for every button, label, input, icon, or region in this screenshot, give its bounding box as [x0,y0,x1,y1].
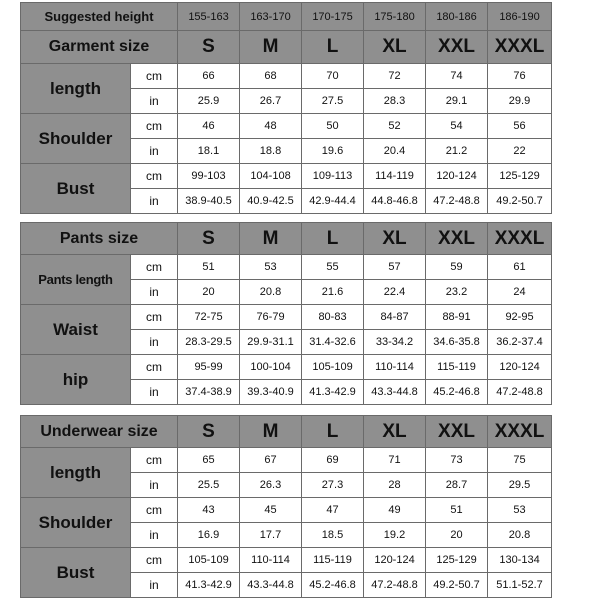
cell: 20 [426,523,488,548]
size-s: S [178,416,240,448]
cell: 49.2-50.7 [488,189,552,214]
cell: 52 [364,114,426,139]
unit-cm: cm [131,255,178,280]
size-l: L [302,223,364,255]
pants-size-table [20,222,552,405]
cell: 27.3 [302,473,364,498]
cell: 34.6-35.8 [426,330,488,355]
cell: 20.8 [240,280,302,305]
cell: 73 [426,448,488,473]
cell: 69 [302,448,364,473]
cell: 53 [488,498,552,523]
cell: 67 [240,448,302,473]
cell: 43.3-44.8 [240,573,302,598]
underwear-size-label: Underwear size [21,416,178,448]
cell: 51 [178,255,240,280]
cell: 74 [426,64,488,89]
cell: 54 [426,114,488,139]
row-label-shoulder: Shoulder [21,498,131,548]
cell: 114-119 [364,164,426,189]
cell: 40.9-42.5 [240,189,302,214]
unit-cm: cm [131,64,178,89]
cell: 57 [364,255,426,280]
unit-cm: cm [131,355,178,380]
row-label-shoulder: Shoulder [21,114,131,164]
unit-cm: cm [131,448,178,473]
cell: 16.9 [178,523,240,548]
table-row [21,164,552,189]
size-xxl: XXL [426,31,488,64]
cell: 53 [240,255,302,280]
cell: 115-119 [426,355,488,380]
size-l: L [302,416,364,448]
suggested-height-label: Suggested height [21,3,178,31]
size-xxl: XXL [426,416,488,448]
cell: 20.8 [488,523,552,548]
unit-in: in [131,189,178,214]
cell: 92-95 [488,305,552,330]
cell: 19.6 [302,139,364,164]
cell: 88-91 [426,305,488,330]
size-xl: XL [364,223,426,255]
row-label-bust: Bust [21,548,131,598]
row-label-pants-length: Pants length [21,255,131,305]
cell: 28.3-29.5 [178,330,240,355]
cell: 59 [426,255,488,280]
cell: 33-34.2 [364,330,426,355]
cell: 22.4 [364,280,426,305]
cell: 41.3-42.9 [302,380,364,405]
table-row [21,448,552,473]
cell: 43 [178,498,240,523]
cell: 105-109 [178,548,240,573]
garment-size-table [20,2,552,214]
cell: 65 [178,448,240,473]
cell: 25.5 [178,473,240,498]
cell: 100-104 [240,355,302,380]
cell: 47.2-48.8 [364,573,426,598]
size-s: S [178,223,240,255]
unit-in: in [131,573,178,598]
table-row [21,255,552,280]
cell: 125-129 [488,164,552,189]
cell: 25.9 [178,89,240,114]
height-xl: 175-180 [364,3,426,31]
cell: 18.1 [178,139,240,164]
size-m: M [240,31,302,64]
unit-cm: cm [131,164,178,189]
cell: 22 [488,139,552,164]
cell: 71 [364,448,426,473]
cell: 51 [426,498,488,523]
size-xxl: XXL [426,223,488,255]
row-label-bust: Bust [21,164,131,214]
unit-in: in [131,139,178,164]
cell: 56 [488,114,552,139]
cell: 49.2-50.7 [426,573,488,598]
cell: 21.2 [426,139,488,164]
table-row [21,114,552,139]
table-row [21,64,552,89]
row-label-length: length [21,448,131,498]
cell: 26.3 [240,473,302,498]
cell: 84-87 [364,305,426,330]
cell: 70 [302,64,364,89]
size-m: M [240,223,302,255]
garment-size-label: Garment size [21,31,178,64]
height-xxl: 180-186 [426,3,488,31]
size-xxxl: XXXL [488,416,552,448]
cell: 41.3-42.9 [178,573,240,598]
unit-cm: cm [131,305,178,330]
unit-in: in [131,280,178,305]
cell: 26.7 [240,89,302,114]
cell: 50 [302,114,364,139]
unit-cm: cm [131,114,178,139]
size-xl: XL [364,31,426,64]
unit-cm: cm [131,498,178,523]
cell: 130-134 [488,548,552,573]
unit-in: in [131,523,178,548]
cell: 38.9-40.5 [178,189,240,214]
cell: 76-79 [240,305,302,330]
cell: 120-124 [426,164,488,189]
height-m: 163-170 [240,3,302,31]
cell: 45.2-46.8 [302,573,364,598]
cell: 99-103 [178,164,240,189]
cell: 29.9 [488,89,552,114]
cell: 115-119 [302,548,364,573]
cell: 110-114 [364,355,426,380]
height-row [21,3,552,31]
size-xxxl: XXXL [488,31,552,64]
pants-size-header-row [21,223,552,255]
cell: 28.3 [364,89,426,114]
cell: 24 [488,280,552,305]
cell: 36.2-37.4 [488,330,552,355]
row-label-length: length [21,64,131,114]
cell: 47.2-48.8 [488,380,552,405]
height-l: 170-175 [302,3,364,31]
cell: 72 [364,64,426,89]
cell: 37.4-38.9 [178,380,240,405]
cell: 20.4 [364,139,426,164]
cell: 75 [488,448,552,473]
cell: 29.9-31.1 [240,330,302,355]
cell: 76 [488,64,552,89]
table-row [21,355,552,380]
cell: 105-109 [302,355,364,380]
cell: 44.8-46.8 [364,189,426,214]
underwear-size-header-row [21,416,552,448]
size-xxxl: XXXL [488,223,552,255]
underwear-size-table [20,415,552,598]
cell: 29.5 [488,473,552,498]
cell: 43.3-44.8 [364,380,426,405]
unit-in: in [131,380,178,405]
cell: 48 [240,114,302,139]
cell: 21.6 [302,280,364,305]
cell: 27.5 [302,89,364,114]
unit-cm: cm [131,548,178,573]
height-s: 155-163 [178,3,240,31]
unit-in: in [131,330,178,355]
cell: 45 [240,498,302,523]
garment-size-header-row [21,31,552,64]
cell: 72-75 [178,305,240,330]
unit-in: in [131,89,178,114]
cell: 28 [364,473,426,498]
cell: 29.1 [426,89,488,114]
cell: 55 [302,255,364,280]
table-row [21,548,552,573]
cell: 17.7 [240,523,302,548]
size-l: L [302,31,364,64]
cell: 28.7 [426,473,488,498]
table-row [21,498,552,523]
cell: 18.8 [240,139,302,164]
cell: 46 [178,114,240,139]
cell: 61 [488,255,552,280]
cell: 23.2 [426,280,488,305]
cell: 31.4-32.6 [302,330,364,355]
size-s: S [178,31,240,64]
cell: 68 [240,64,302,89]
cell: 110-114 [240,548,302,573]
cell: 39.3-40.9 [240,380,302,405]
cell: 47.2-48.8 [426,189,488,214]
height-xxxl: 186-190 [488,3,552,31]
cell: 125-129 [426,548,488,573]
cell: 19.2 [364,523,426,548]
row-label-waist: Waist [21,305,131,355]
cell: 95-99 [178,355,240,380]
cell: 20 [178,280,240,305]
table-row [21,305,552,330]
cell: 104-108 [240,164,302,189]
size-m: M [240,416,302,448]
cell: 120-124 [364,548,426,573]
row-label-hip: hip [21,355,131,405]
cell: 109-113 [302,164,364,189]
cell: 45.2-46.8 [426,380,488,405]
size-xl: XL [364,416,426,448]
pants-size-label: Pants size [21,223,178,255]
cell: 120-124 [488,355,552,380]
cell: 42.9-44.4 [302,189,364,214]
cell: 66 [178,64,240,89]
cell: 80-83 [302,305,364,330]
cell: 18.5 [302,523,364,548]
unit-in: in [131,473,178,498]
cell: 47 [302,498,364,523]
cell: 49 [364,498,426,523]
cell: 51.1-52.7 [488,573,552,598]
